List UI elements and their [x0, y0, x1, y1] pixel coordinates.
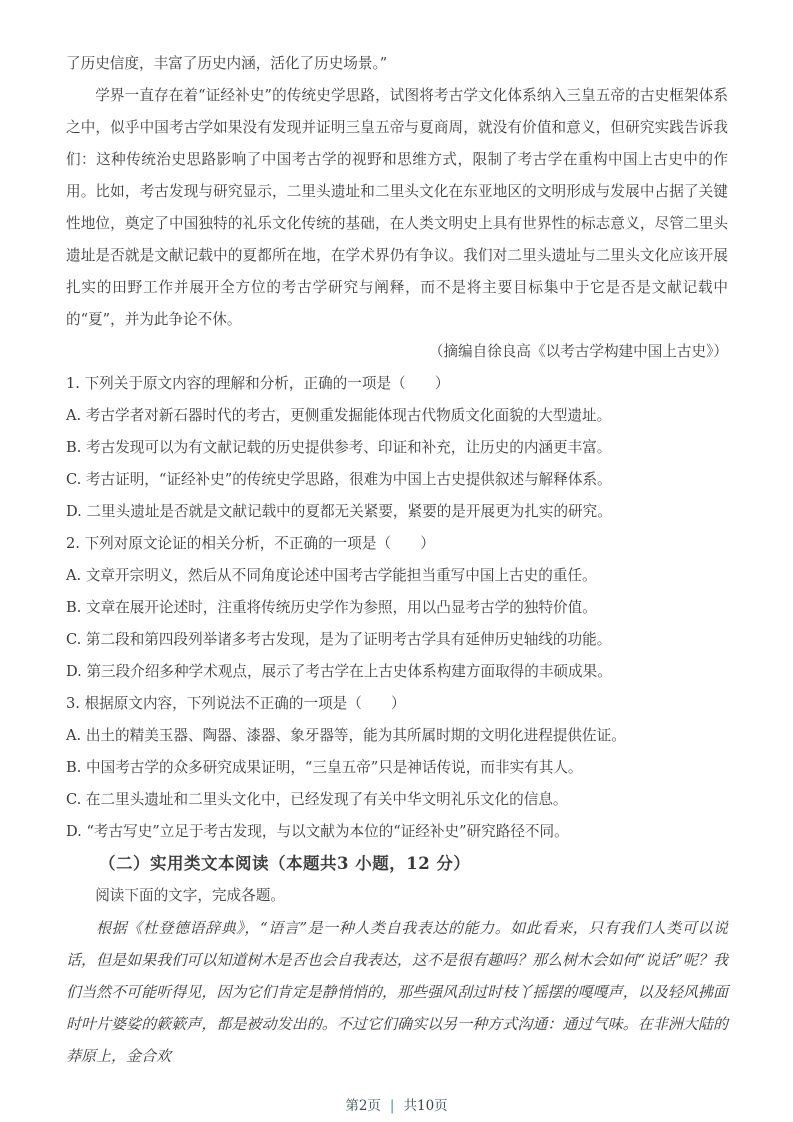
question-3-option-c: C. 在二里头遗址和二里头文化中，已经发现了有关中华文明礼乐文化的信息。 — [66, 791, 568, 808]
page-footer — [0, 1096, 793, 1116]
question-2-option-a: A. 文章开宗明义，然后从不同角度论述中国考古学能担当重写中国上古史的重任。 — [66, 567, 597, 584]
footer-page-number: 第2页 — [345, 1098, 381, 1114]
question-2-option-b: B. 文章在展开论述时，注重将传统历史学作为参照，用以凸显考古学的独特价值。 — [66, 599, 597, 616]
reading-instruction: 阅读下面的文字，完成各题。 — [95, 887, 285, 904]
main-paragraph: 学界一直存在着“证经补史”的传统史学思路，试图将考古学文化体系纳入三皇五帝的古史框架体系之中，似乎中国考古学如果没有发现并证明三皇五帝与夏商周，就没有价值和意义，但研究实践告诉我们：这种传统治史思路影响了中国考古学的视野和思维方式，限制了考古学在重构中国上古史中的作用。比如，考古发现与研究显示，二里头遗址和二里头文化在东亚地区的文明形成与发展中占据了关键性地位，奠定了中国独特的礼乐文化传统的基础，在人类文明史上具有世界性的标志意义，尽管二里头遗址是否就是文献记载中的夏都所在地，在学术界仍有争议。我们对二里头遗址与二里头文化应该开展扎实的田野工作并展开全方位的考古学研究与阐释，而不是将主要目标集中于它是否是文献记载中的“夏”，并为此争论不休。 — [66, 87, 728, 328]
question-1-stem: 1. 下列关于原文内容的理解和分析，正确的一项是（ ） — [66, 375, 450, 392]
question-1-option-c: C. 考古证明，“证经补史”的传统史学思路，很难为中国上古史提供叙述与解释体系。 — [66, 471, 612, 488]
question-3-option-b: B. 中国考古学的众多研究成果证明，“三皇五帝”只是神话传说，而非实有其人。 — [66, 759, 583, 776]
footer-total-pages: 共10页 — [403, 1098, 448, 1114]
document-body — [66, 48, 728, 1072]
question-3-option-a: A. 出土的精美玉器、陶器、漆器、象牙器等，能为其所属时期的文明化进程提供佐证。 — [66, 727, 626, 744]
question-1-option-d: D. 二里头遗址是否就是文献记载中的夏都无关紧要，紧要的是开展更为扎实的研究。 — [66, 503, 612, 520]
question-1-option-b: B. 考古发现可以为有文献记载的历史提供参考、印证和补充，让历史的内涵更丰富。 — [66, 439, 612, 456]
reading-passage: 根据《杜登德语辞典》，“语言”是一种人类自我表达的能力。如此看来，只有我们人类可以说话，但是如果我们可以知道树木是否也会自我表达，这不是很有趣吗？那么树木会如何“说话”呢？我们当然不可能听得见，因为它们肯定是静悄悄的，那些强风刮过时枝丫摇摆的嘎嘎声，以及轻风拂面时叶片婆娑的簌簌声，都是被动发出的。不过它们确实以另一种方式沟通：通过气味。在非洲大陆的莽原上，金合欢 — [66, 919, 728, 1065]
question-3-option-d: D. “考古写史”立足于考古发现，与以文献为本位的“证经补史”研究路径不同。 — [66, 823, 569, 840]
question-3 — [66, 688, 728, 848]
question-2 — [66, 528, 728, 688]
question-2-stem: 2. 下列对原文论证的相关分析，不正确的一项是（ ） — [66, 535, 435, 552]
question-1 — [66, 368, 728, 528]
question-2-option-c: C. 第二段和第四段列举诸多考古发现，是为了证明考古学具有延伸历史轴线的功能。 — [66, 631, 612, 648]
paragraph-continuation: 了历史信度，丰富了历史内涵，活化了历史场景。” — [66, 55, 388, 72]
footer-separator: | — [389, 1098, 395, 1114]
section-heading: （二）实用类文本阅读（本题共3 小题，12 分） — [99, 854, 471, 873]
source-attribution: （摘编自徐良高《以考古学构建中国上古史》） — [428, 343, 728, 360]
question-2-option-d: D. 第三段介绍多种学术观点，展示了考古学在上古史体系构建方面取得的丰硕成果。 — [66, 663, 612, 680]
question-1-option-a: A. 考古学者对新石器时代的考古，更侧重发掘能体现古代物质文化面貌的大型遗址。 — [66, 407, 612, 424]
question-3-stem: 3. 根据原文内容，下列说法不正确的一项是（ ） — [66, 695, 406, 712]
